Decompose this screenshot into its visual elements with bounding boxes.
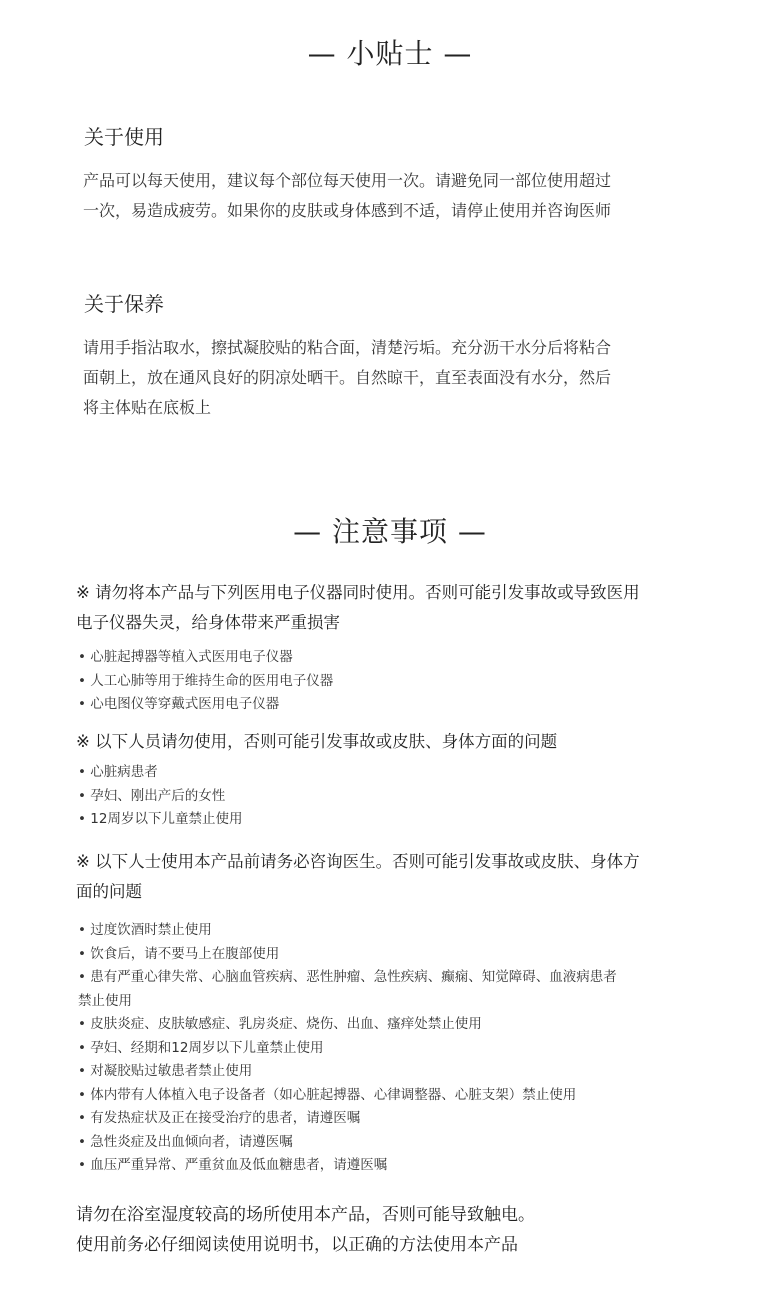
caution-note-2 [76,727,716,757]
list-item: • 急性炎症及出血倾向者，请遵医嘱 [78,1131,718,1155]
about-care-heading: 关于保养 [84,292,164,316]
caution-list-3 [78,919,718,1178]
list-item: • 过度饮酒时禁止使用 [78,919,718,943]
list-item: • 孕妇、刚出产后的女性 [78,785,718,809]
caution-note-line: 面的问题 [76,882,142,901]
about-care-text [83,333,693,423]
cautions-title: — 注意事项 — [293,515,487,548]
about-use-heading: 关于使用 [84,125,164,149]
about-care-line: 将主体贴在底板上 [83,398,212,417]
list-item: • 12周岁以下儿童禁止使用 [78,808,718,832]
list-item: • 孕妇、经期和12周岁以下儿童禁止使用 [78,1037,718,1061]
list-item: • 患有严重心律失常、心脑血管疾病、恶性肿瘤、急性疾病、癫痫、知觉障碍、血液病患者 [78,966,718,990]
list-item: • 体内带有人体植入电子设备者（如心脏起搏器、心律调整器、心脏支架）禁止使用 [78,1084,718,1108]
caution-list-2 [78,761,718,832]
list-item: • 饮食后，请不要马上在腹部使用 [78,943,718,967]
caution-note-line: ※ 以下人员请勿使用，否则可能引发事故或皮肤、身体方面的问题 [76,732,558,751]
about-use-line: 产品可以每天使用，建议每个部位每天使用一次。请避免同一部位使用超过 [83,171,612,190]
final-warning-line: 请勿在浴室湿度较高的场所使用本产品，否则可能导致触电。 [76,1205,535,1225]
list-item: • 皮肤炎症、皮肤敏感症、乳房炎症、烧伤、出血、瘙痒处禁止使用 [78,1013,718,1037]
about-care-line: 请用手指沾取水，擦拭凝胶贴的粘合面，清楚污垢。充分沥干水分后将粘合 [83,338,612,357]
caution-note-1 [76,578,716,638]
list-item: • 血压严重异常、严重贫血及低血糖患者，请遵医嘱 [78,1154,718,1178]
list-item: • 心脏起搏器等植入式医用电子仪器 [78,646,718,670]
about-use-text [83,166,693,226]
list-item: • 心脏病患者 [78,761,718,785]
tips-title: — 小贴士 — [307,37,473,70]
caution-note-line: 电子仪器失灵，给身体带来严重损害 [76,613,340,632]
about-use-line: 一次，易造成疲劳。如果你的皮肤或身体感到不适，请停止使用并咨询医师 [83,201,612,220]
list-item: • 对凝胶贴过敏患者禁止使用 [78,1060,718,1084]
caution-note-3 [76,847,716,907]
list-item: • 心电图仪等穿戴式医用电子仪器 [78,693,718,717]
final-warning-line: 使用前务必仔细阅读使用说明书，以正确的方法使用本产品 [76,1235,518,1255]
list-item: • 人工心肺等用于维持生命的医用电子仪器 [78,670,718,694]
caution-note-line: ※ 以下人士使用本产品前请务必咨询医生。否则可能引发事故或皮肤、身体方 [76,852,640,871]
caution-note-line: ※ 请勿将本产品与下列医用电子仪器同时使用。否则可能引发事故或导致医用 [76,583,640,602]
list-item: • 有发热症状及正在接受治疗的患者，请遵医嘱 [78,1107,718,1131]
list-item-continuation: 禁止使用 [78,992,132,1009]
caution-list-1 [78,646,718,717]
final-warning [76,1200,716,1260]
about-care-line: 面朝上，放在通风良好的阴凉处晒干。自然晾干，直至表面没有水分，然后 [83,368,612,387]
